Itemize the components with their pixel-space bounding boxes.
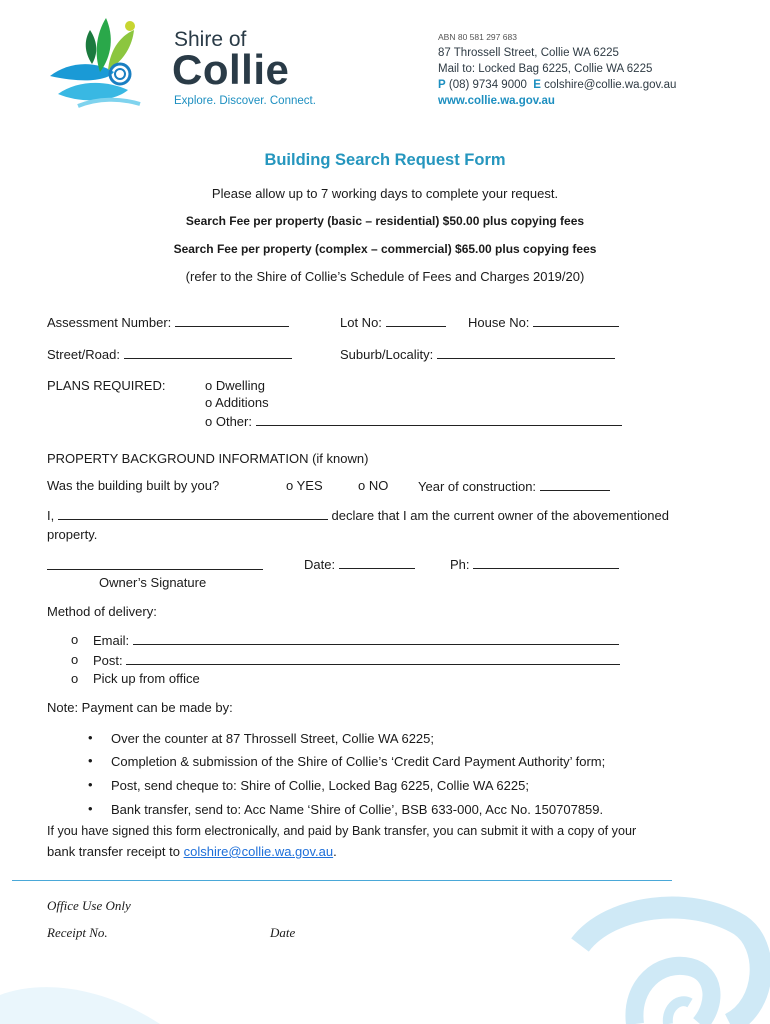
street-label: Street/Road: [47,347,120,362]
divider [12,880,672,881]
assessment-field[interactable] [175,314,289,327]
suburb-row [340,346,615,362]
delivery-email-marker[interactable]: o [71,632,79,647]
house-row [468,314,619,330]
signature-field[interactable] [47,569,263,570]
delivery-email-label: Email: [93,633,130,648]
lot-field[interactable] [386,314,446,327]
mail-address: Mail to: Locked Bag 6225, Collie WA 6225 [438,63,653,75]
website-link[interactable]: www.collie.wa.gov.au [438,95,555,107]
lot-label: Lot No: [340,315,382,330]
delivery-label: Method of delivery: [47,604,157,619]
declare-cont: property. [47,527,98,542]
plans-other-field[interactable] [256,413,622,426]
date-field[interactable] [339,556,415,569]
no-option[interactable]: o NO [358,478,389,493]
house-label: House No: [468,315,530,330]
ph-field[interactable] [473,556,619,569]
phone-label: P [438,79,446,91]
payment-method-4: Bank transfer, send to: Acc Name ‘Shire of Collie’, BSB 633-000, Acc No. 150707859. [111,802,604,817]
bullet-4: • [88,801,93,816]
year-row [418,478,610,494]
signature-label: Owner’s Signature [99,575,207,590]
lot-row [340,314,446,330]
office-date-label: Date [270,925,296,940]
plans-label: PLANS REQUIRED: [47,378,166,393]
ph-label: Ph: [450,557,470,572]
office-use-label: Office Use Only [47,898,131,913]
delivery-post-row [93,652,620,668]
decorative-swirl-graphic [540,885,770,1024]
plans-option-other[interactable]: o Other: [205,414,252,429]
phone: (08) 9734 9000 [448,79,527,91]
background-label: PROPERTY BACKGROUND INFORMATION (if known) [47,451,369,466]
payment-method-3: Post, send cheque to: Shire of Collie, Locked Bag 6225, Collie WA 6225; [111,778,529,793]
bullet-2: • [88,753,93,768]
phone-email-line [438,79,676,91]
date-label: Date: [304,557,336,572]
fee-note: (refer to the Shire of Collie’s Schedule of Fees and Charges 2019/20) [185,269,585,284]
delivery-pickup-option[interactable]: Pick up from office [93,671,200,686]
logo-tagline: Explore. Discover. Connect. [174,95,316,107]
electronic-note-line1: If you have signed this form electronically, and paid by Bank transfer, you can submit it with a copy of your [47,824,637,838]
electronic-note-email-link[interactable]: colshire@collie.wa.gov.au [183,844,334,859]
assessment-row [47,314,289,330]
declare-prefix: I, [47,508,55,523]
ph-row [450,556,619,572]
receipt-label: Receipt No. [47,925,108,940]
email[interactable]: colshire@collie.wa.gov.au [544,79,677,91]
delivery-email-field[interactable] [133,632,619,645]
suburb-label: Suburb/Locality: [340,347,434,362]
bullet-1: • [88,730,93,745]
email-label: E [533,79,541,91]
plans-option-other-row [205,413,622,429]
delivery-email-row [93,632,619,648]
declarant-name-field[interactable] [58,507,328,520]
payment-method-1: Over the counter at 87 Throssell Street, Collie WA 6225; [111,731,434,746]
decorative-wave-graphic [0,955,180,1024]
electronic-note-prefix: bank transfer receipt to [47,844,180,859]
logo-line2: Collie [172,46,290,93]
intro-text: Please allow up to 7 working days to complete your request. [211,186,559,201]
bullet-3: • [88,777,93,792]
abn: ABN 80 581 297 683 [438,32,517,42]
fee-complex: Search Fee per property (complex – commercial) $65.00 plus copying fees [173,242,597,256]
plans-option-additions[interactable]: o Additions [205,395,269,410]
declare-text: declare that I am the current owner of the abovementioned [331,508,669,523]
delivery-pickup-marker[interactable]: o [71,671,79,686]
street-field[interactable] [124,346,292,359]
street-row [47,346,292,362]
built-by-you-question: Was the building built by you? [47,478,220,493]
electronic-note-suffix: . [333,844,337,859]
note-label: Note: Payment can be made by: [47,700,233,715]
declaration-row [47,507,669,523]
fee-basic: Search Fee per property (basic – residential) $50.00 plus copying fees [185,214,585,228]
delivery-post-label: Post: [93,653,123,668]
assessment-label: Assessment Number: [47,315,172,330]
delivery-post-field[interactable] [126,652,620,665]
plans-option-dwelling[interactable]: o Dwelling [205,378,265,393]
form-title: Building Search Request Form [264,151,506,169]
delivery-post-marker[interactable]: o [71,652,79,667]
address: 87 Throssell Street, Collie WA 6225 [438,47,619,59]
logo-line1: Shire of [174,28,247,51]
payment-method-2: Completion & submission of the Shire of Collie’s ‘Credit Card Payment Authority’ form; [111,754,606,769]
year-label: Year of construction: [418,479,537,494]
suburb-field[interactable] [437,346,615,359]
yes-option[interactable]: o YES [286,478,323,493]
house-field[interactable] [533,314,619,327]
date-row [304,556,415,572]
electronic-note-line2 [47,844,337,859]
year-field[interactable] [540,478,610,491]
